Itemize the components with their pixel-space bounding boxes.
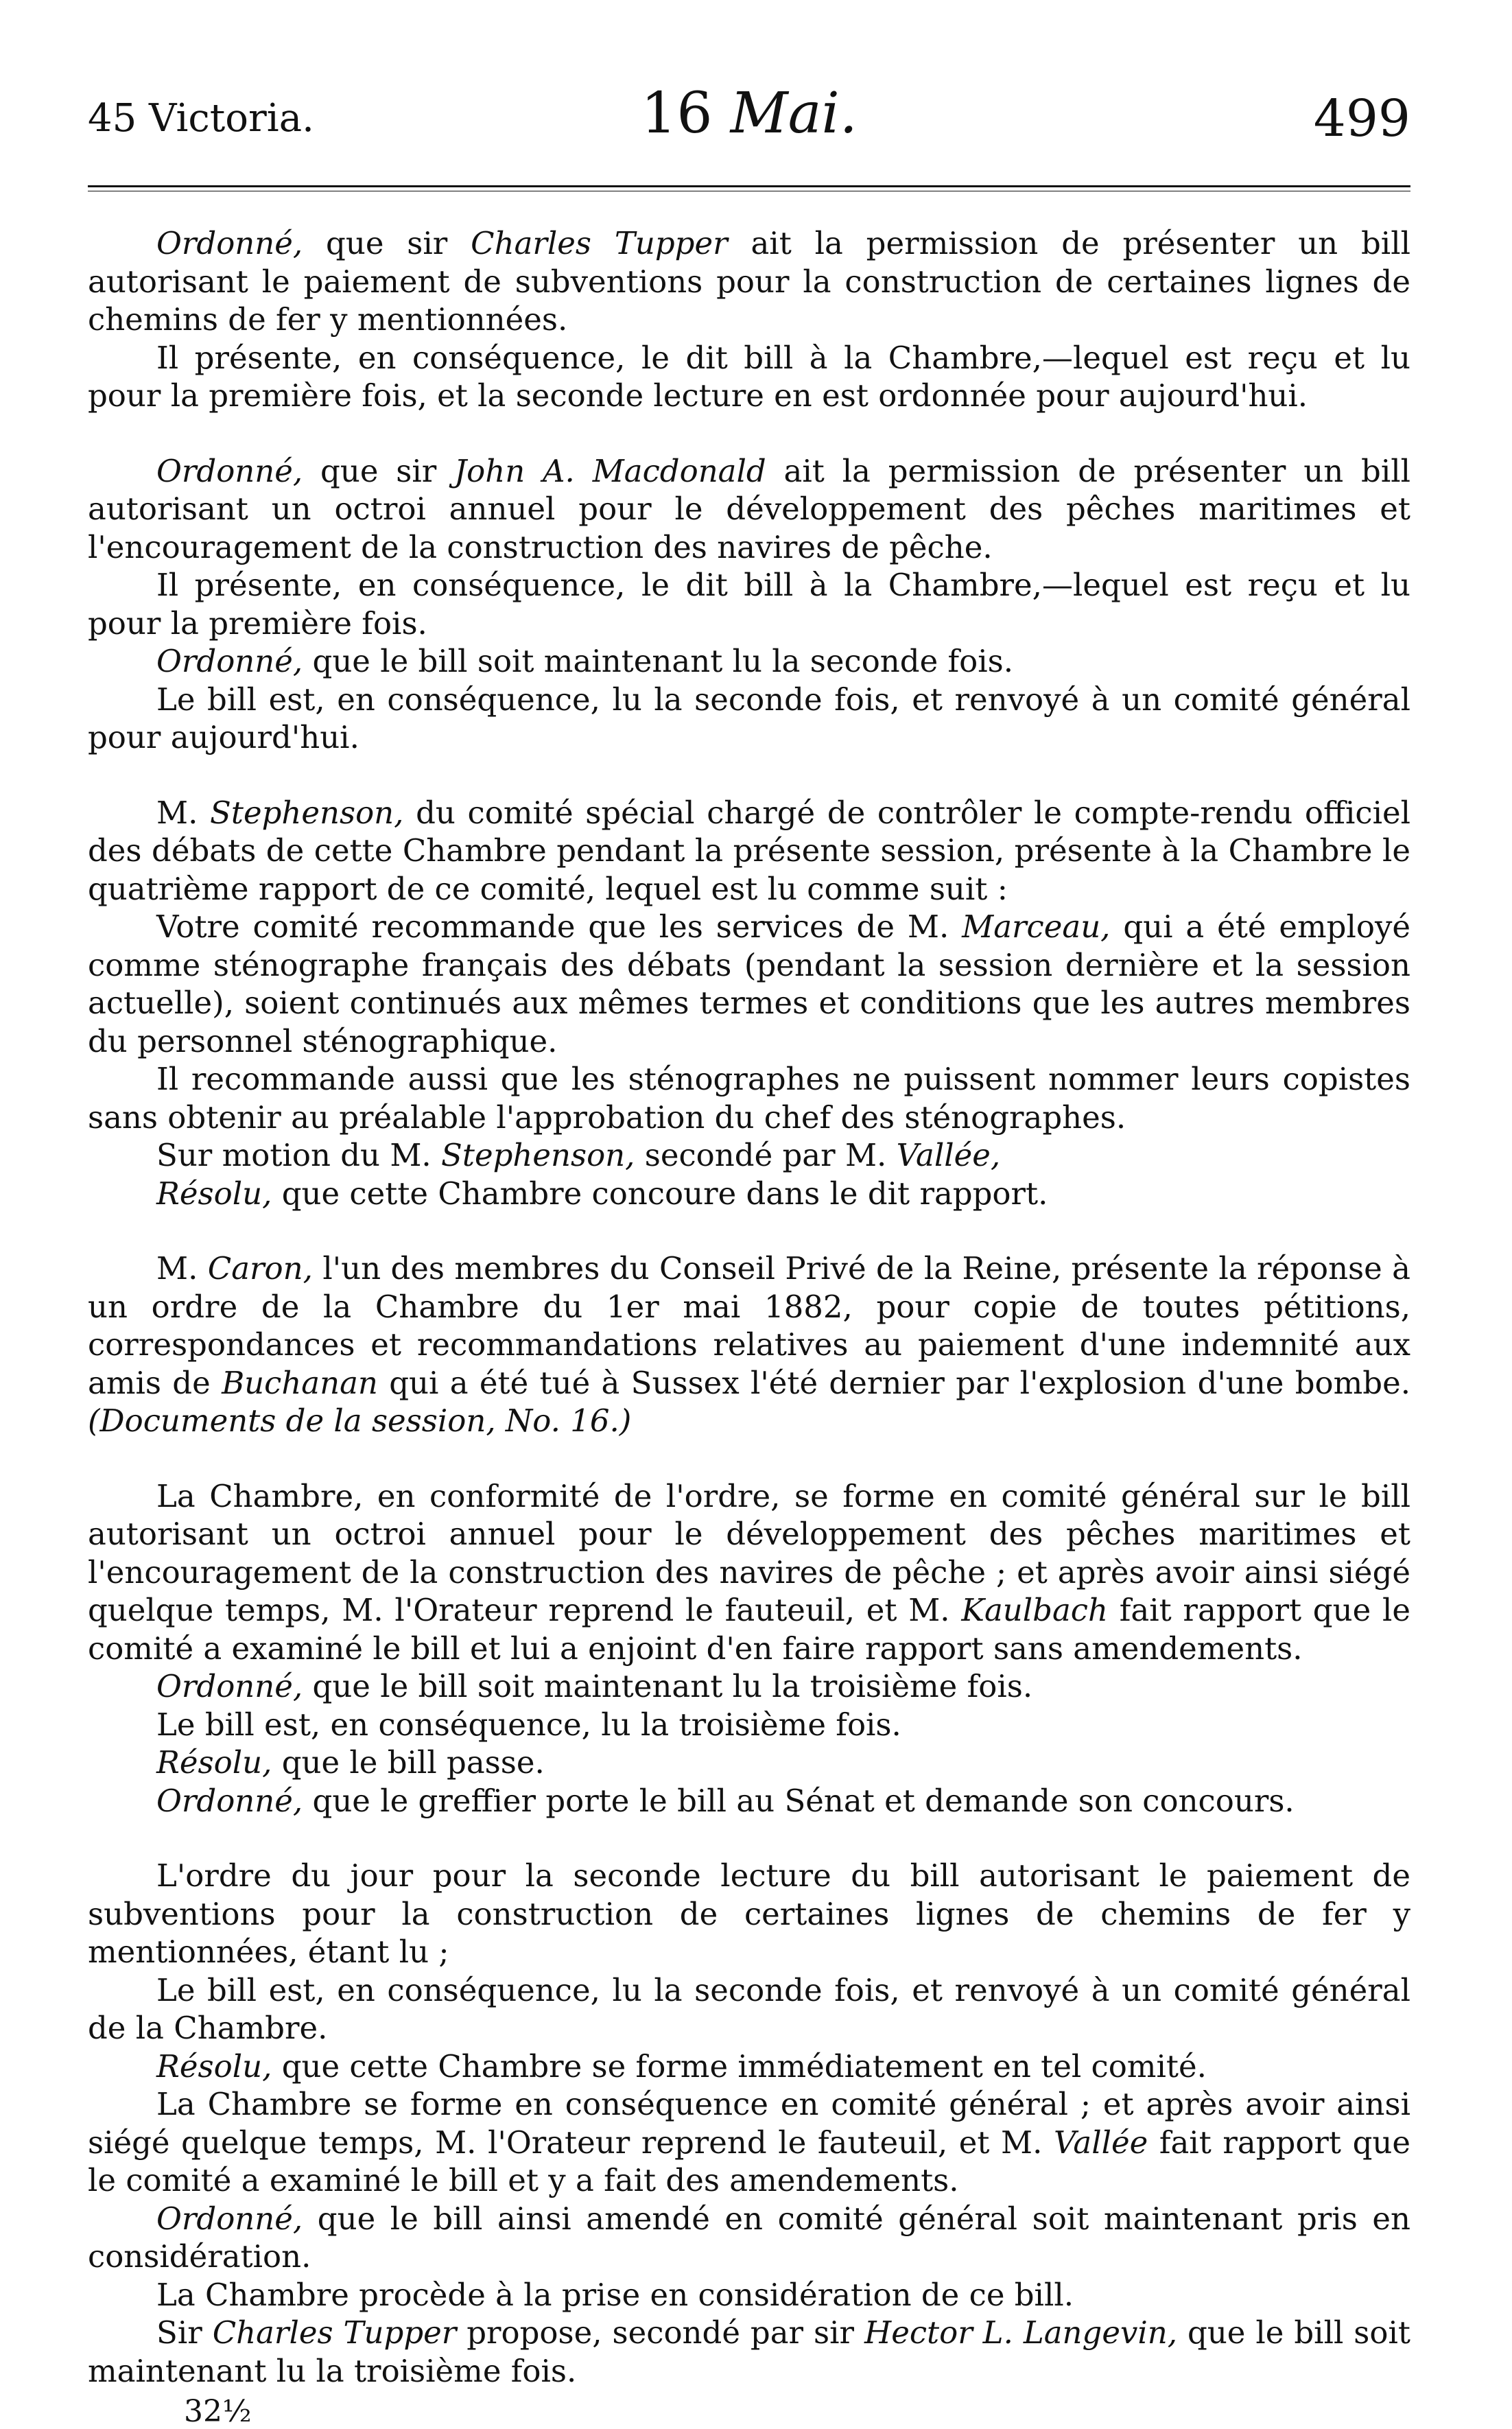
regnal-year: 45 Victoria. (88, 96, 314, 141)
page-date: 16 Mai. (641, 81, 858, 146)
paragraph: Votre comité recommande que les services de M. Marceau, qui a été employé comme sténographe français des débats (pendant la session dernière et la session actuelle), soient continués aux mêmes termes et conditions que les autres membres du personnel sténographique. (88, 908, 1411, 1059)
paragraph: La Chambre, en conformité de l'ordre, se forme en comité général sur le bill autorisant un octroi annuel pour le développement des pêches maritimes et l'encouragement de la construction des navires de pêche ; et après avoir ainsi siégé quelque temps, M. l'Orateur reprend le fauteuil, et M. Kaulbach fait rapport que le comité a examiné le bill et lui a enjoint d'en faire rapport sans amendements. (88, 1477, 1410, 1667)
paragraph: Sur motion du M. Stephenson, secondé par M. Vallée, (156, 1137, 1001, 1173)
paragraph: Il présente, en conséquence, le dit bill à la Chambre,—lequel est reçu et lu pour la première fois, et la seconde lecture en est ordonnée pour aujourd'hui. (88, 339, 1410, 414)
journal-body (88, 224, 1410, 2390)
paragraph: Résolu, que cette Chambre concoure dans le dit rapport. (156, 1175, 1048, 1212)
paragraph: Ordonné, que sir Charles Tupper ait la permission de présenter un bill autorisant le paiement de subventions pour la construction de certaines lignes de chemins de fer y mentionnées. (88, 225, 1410, 338)
paragraph: Le bill est, en conséquence, lu la seconde fois, et renvoyé à un comité général pour aujourd'hui. (88, 681, 1410, 755)
paragraph: Le bill est, en conséquence, lu la seconde fois, et renvoyé à un comité général de la Chambre. (88, 1971, 1410, 2046)
paragraph: Il recommande aussi que les sténographes ne puissent nommer leurs copistes sans obtenir au préalable l'approbation du chef des sténographes. (88, 1061, 1410, 1136)
paragraph: Résolu, que cette Chambre se forme immédiatement en tel comité. (156, 2047, 1207, 2085)
document-page (88, 81, 1410, 2429)
header-rule (88, 185, 1410, 191)
paragraph: Il présente, en conséquence, le dit bill à la Chambre,—lequel est reçu et lu pour la première fois. (88, 567, 1410, 642)
paragraph: Ordonné, que le greffier porte le bill au Sénat et demande son concours. (156, 1782, 1295, 1819)
running-header (88, 81, 1410, 156)
paragraph: M. Caron, l'un des membres du Conseil Privé de la Reine, présente la réponse à un ordre de la Chambre du 1er mai 1882, pour copie de toutes pétitions, correspondances et recommandations relatives au paiement d'une indemnité aux amis de Buchanan qui a été tué à Sussex l'été dernier par l'explosion d'une bombe. (Documents de la session, No. 16.) (88, 1250, 1411, 1439)
paragraph: Le bill est, en conséquence, lu la troisième fois. (156, 1706, 901, 1743)
paragraph: Sir Charles Tupper propose, secondé par sir Hector L. Langevin, que le bill soit maintenant lu la troisième fois. (88, 2314, 1410, 2389)
paragraph: Ordonné, que le bill soit maintenant lu la troisième fois. (156, 1668, 1033, 1704)
paragraph: Ordonné, que le bill ainsi amendé en comité général soit maintenant pris en considération. (88, 2200, 1410, 2275)
paragraph: La Chambre procède à la prise en considération de ce bill. (156, 2276, 1074, 2313)
paragraph: Ordonné, que sir John A. Macdonald ait la permission de présenter un bill autorisant un octroi annuel pour le développement des pêches maritimes et l'encouragement de la construction des navires de pêche. (88, 452, 1411, 565)
paragraph: M. Stephenson, du comité spécial chargé de contrôler le compte-rendu officiel des débats de cette Chambre pendant la présente session, présente à la Chambre le quatrième rapport de ce comité, lequel est lu comme suit : (88, 794, 1411, 907)
paragraph: Résolu, que le bill passe. (156, 1744, 545, 1781)
paragraph: La Chambre se forme en conséquence en comité général ; et après avoir ainsi siégé quelque temps, M. l'Orateur reprend le fauteuil, et M. Vallée fait rapport que le comité a examiné le bill et y a fait des amendements. (88, 2086, 1411, 2198)
paragraph: L'ordre du jour pour la seconde lecture du bill autorisant le paiement de subventions pour la construction de certaines lignes de chemins de fer y mentionnées, étant lu ; (88, 1857, 1410, 1970)
page-number: 499 (1313, 89, 1410, 148)
paragraph: Ordonné, que le bill soit maintenant lu la seconde fois. (156, 643, 1014, 679)
signature-mark: 32½ (184, 2394, 252, 2429)
